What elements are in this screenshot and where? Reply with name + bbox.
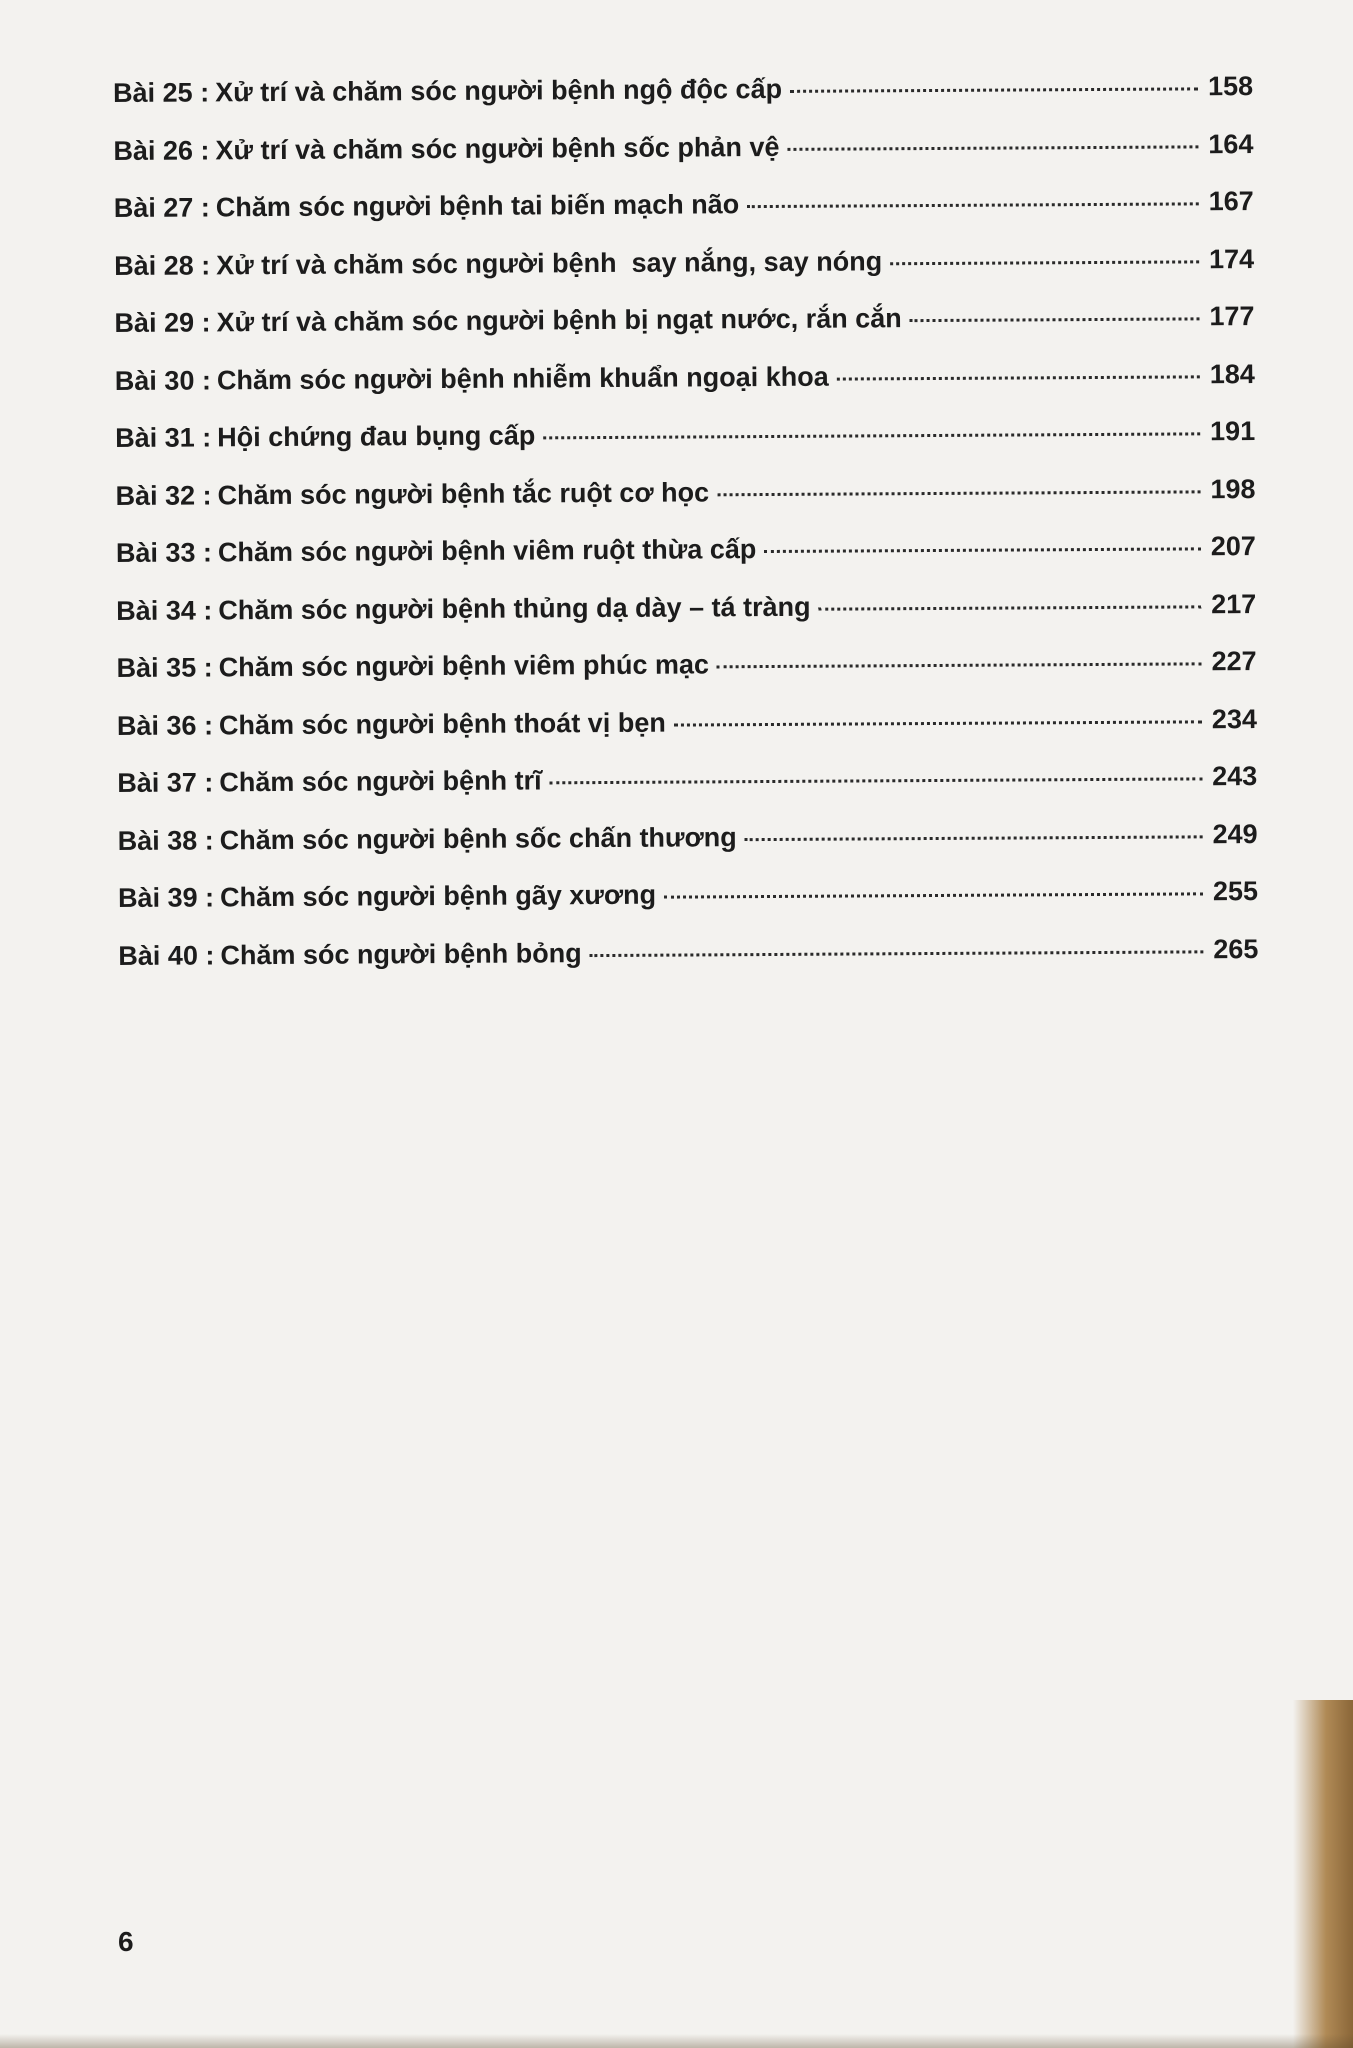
dot-leader: [890, 260, 1199, 265]
lesson-title: Xử trí và chăm sóc người bệnh ngộ độc cấp: [215, 73, 783, 108]
dot-leader: [543, 432, 1200, 439]
toc-entry: [117, 646, 1257, 710]
dot-leader: [819, 605, 1202, 610]
book-edge-shadow: [1293, 1700, 1353, 2048]
toc-entry: [113, 129, 1253, 193]
toc-entry: [114, 244, 1254, 308]
lesson-number: Bài 27 :: [113, 192, 210, 223]
lesson-title: Chăm sóc người bệnh tai biến mạch não: [215, 189, 740, 223]
toc-entry: [115, 474, 1255, 538]
lesson-page: 191: [1210, 416, 1256, 447]
lesson-title: Chăm sóc người bệnh trĩ: [219, 765, 542, 798]
lesson-number: Bài 28 :: [114, 249, 211, 281]
lesson-page: 184: [1209, 358, 1255, 389]
dot-leader: [837, 375, 1200, 380]
lesson-page: 243: [1212, 761, 1258, 792]
lesson-page: 249: [1212, 818, 1258, 849]
dot-leader: [745, 835, 1203, 841]
toc-entry: [114, 186, 1254, 250]
lesson-page: 227: [1211, 646, 1257, 677]
toc-entry: [118, 934, 1258, 998]
toc-entry: [115, 416, 1255, 480]
lesson-number: Bài 35 :: [116, 652, 213, 683]
lesson-number: Bài 32 :: [115, 479, 212, 511]
lesson-number: Bài 39 :: [117, 882, 215, 913]
lesson-title: Chăm sóc người bệnh sốc chấn thương: [219, 821, 737, 855]
lesson-page: 164: [1208, 128, 1254, 159]
toc-entry: [114, 301, 1254, 365]
lesson-number: Bài 38 :: [117, 824, 214, 856]
page-bottom-shadow: [0, 2034, 1353, 2048]
lesson-title: Chăm sóc người bệnh thủng dạ dày – tá tràng: [218, 591, 811, 625]
lesson-page: 167: [1208, 186, 1254, 217]
toc-entry: [116, 589, 1256, 653]
lesson-number: Bài 25 :: [113, 77, 210, 108]
dot-leader: [747, 202, 1199, 208]
lesson-page: 265: [1213, 933, 1259, 964]
dot-leader: [717, 490, 1200, 496]
lesson-number: Bài 34 :: [116, 594, 213, 626]
dot-leader: [674, 720, 1202, 726]
toc-entry: [117, 704, 1257, 768]
lesson-page: 255: [1212, 876, 1259, 907]
dot-leader: [787, 145, 1198, 151]
toc-entry: [118, 819, 1258, 883]
dot-leader: [764, 547, 1201, 553]
lesson-number: Bài 31 :: [115, 422, 212, 453]
lesson-page: 158: [1207, 71, 1254, 102]
lesson-title: Xử trí và chăm sóc người bệnh bị ngạt nước, rắn cắn: [216, 303, 902, 338]
dot-leader: [717, 662, 1202, 668]
lesson-number: Bài 33 :: [115, 537, 213, 568]
dot-leader: [910, 317, 1200, 322]
lesson-page: 217: [1211, 588, 1257, 619]
lesson-page: 207: [1210, 531, 1256, 562]
lesson-page: 234: [1211, 703, 1258, 734]
lesson-number: Bài 30 :: [114, 364, 211, 396]
lesson-title: Xử trí và chăm sóc người bệnh sốc phản vệ: [215, 131, 780, 165]
dot-leader: [550, 777, 1203, 784]
dot-leader: [664, 892, 1203, 898]
lesson-title: Chăm sóc người bệnh tắc ruột cơ học: [217, 476, 710, 510]
lesson-page: 177: [1209, 301, 1255, 332]
toc-entry: [113, 71, 1253, 135]
dot-leader: [790, 87, 1198, 92]
page-number: 6: [118, 1926, 134, 1957]
lesson-title: Chăm sóc người bệnh nhiễm khuẩn ngoại khoa: [216, 361, 829, 395]
lesson-number: Bài 29 :: [114, 307, 211, 338]
lesson-number: Bài 37 :: [117, 767, 214, 798]
lesson-title: Chăm sóc người bệnh gãy xương: [219, 879, 657, 913]
toc-entry: [117, 761, 1257, 825]
dot-leader: [590, 950, 1204, 957]
lesson-number: Bài 36 :: [116, 709, 214, 741]
table-of-contents: [113, 71, 1259, 998]
lesson-page: 198: [1210, 473, 1256, 504]
toc-entry: [118, 876, 1258, 940]
lesson-number: Bài 40 :: [118, 939, 215, 971]
lesson-title: Hội chứng đau bụng cấp: [217, 420, 536, 453]
lesson-title: Xử trí và chăm sóc người bệnh say nắng, say nóng: [216, 245, 883, 280]
lesson-title: Chăm sóc người bệnh thoát vị bẹn: [218, 707, 666, 740]
toc-entry: [116, 531, 1256, 595]
lesson-page: 174: [1208, 243, 1255, 274]
lesson-title: Chăm sóc người bệnh viêm phúc mạc: [218, 649, 710, 683]
lesson-title: Chăm sóc người bệnh viêm ruột thừa cấp: [217, 534, 757, 568]
lesson-title: Chăm sóc người bệnh bỏng: [220, 937, 582, 970]
lesson-number: Bài 26 :: [113, 134, 210, 166]
toc-entry: [115, 359, 1255, 423]
